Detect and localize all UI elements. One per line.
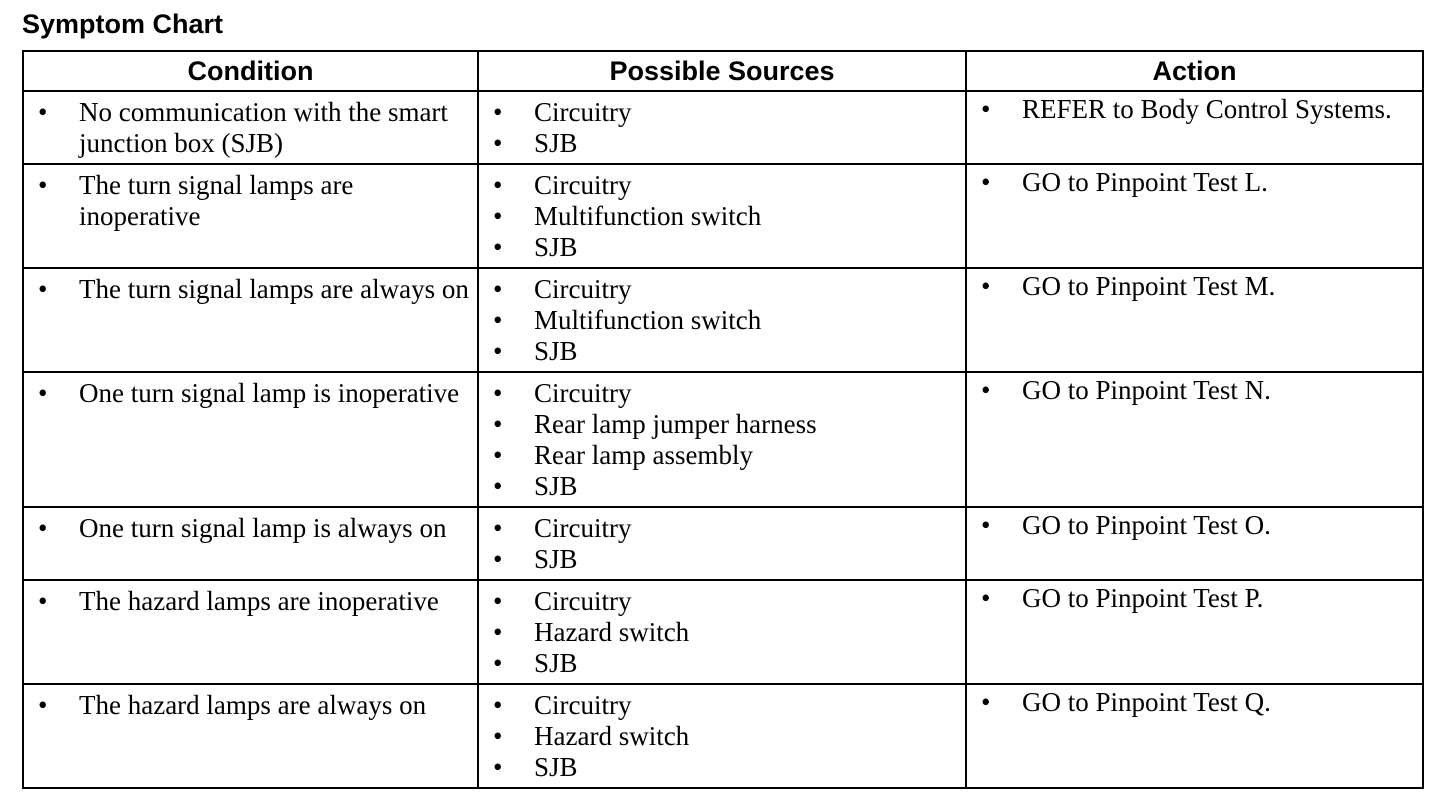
action-cell: [966, 684, 1423, 788]
source-text: SJB: [534, 544, 578, 574]
condition-cell: [23, 684, 478, 788]
bullet-icon: •: [493, 97, 503, 127]
table-row: [23, 580, 1423, 684]
condition-cell: [23, 164, 478, 268]
source-text: Multifunction switch: [534, 305, 762, 335]
page-title: Symptom Chart: [22, 9, 224, 39]
condition-cell: [23, 91, 478, 164]
source-text: SJB: [534, 336, 578, 366]
bullet-icon: •: [493, 586, 503, 616]
source-text: Circuitry: [534, 274, 632, 304]
source-text: Circuitry: [534, 513, 632, 543]
source-text: Circuitry: [534, 97, 632, 127]
bullet-icon: •: [493, 544, 503, 574]
bullet-icon: •: [981, 687, 991, 717]
bullet-icon: •: [981, 167, 991, 197]
bullet-icon: •: [493, 232, 503, 262]
action-cell: [966, 91, 1423, 164]
condition-item: [24, 513, 477, 544]
action-cell: [966, 268, 1423, 372]
action-text: GO to Pinpoint Test Q.: [1022, 687, 1271, 717]
sources-cell: [478, 580, 966, 684]
action-item: [967, 687, 1422, 717]
action-text: GO to Pinpoint Test L.: [1022, 167, 1268, 197]
condition-item: [24, 170, 477, 232]
condition-item: [24, 274, 477, 305]
source-item: [479, 471, 965, 502]
action-cell: [966, 507, 1423, 580]
source-item: [479, 648, 965, 679]
condition-text: One turn signal lamp is always on: [79, 513, 447, 543]
action-text: GO to Pinpoint Test M.: [1022, 271, 1276, 301]
header-possible-sources: Possible Sources: [478, 51, 966, 91]
sources-cell: [478, 372, 966, 507]
source-text: SJB: [534, 752, 578, 782]
source-item: [479, 274, 965, 305]
source-item: [479, 378, 965, 409]
source-item: [479, 128, 965, 159]
table-row: [23, 268, 1423, 372]
source-text: Circuitry: [534, 690, 632, 720]
bullet-icon: •: [493, 201, 503, 231]
action-item: [967, 167, 1422, 197]
source-text: SJB: [534, 232, 578, 262]
action-text: REFER to Body Control Systems.: [1022, 94, 1392, 124]
condition-cell: [23, 507, 478, 580]
source-item: [479, 617, 965, 648]
header-condition: Condition: [23, 51, 478, 91]
bullet-icon: •: [38, 97, 48, 127]
source-text: Rear lamp jumper harness: [534, 409, 817, 439]
action-text: GO to Pinpoint Test N.: [1022, 375, 1271, 405]
bullet-icon: •: [981, 510, 991, 540]
action-cell: [966, 372, 1423, 507]
condition-item: [24, 690, 477, 721]
source-item: [479, 201, 965, 232]
source-item: [479, 586, 965, 617]
bullet-icon: •: [493, 128, 503, 158]
condition-text: No communication with the smart junction box (SJB): [79, 97, 448, 158]
sources-cell: [478, 164, 966, 268]
source-item: [479, 336, 965, 367]
symptom-chart-table: [22, 50, 1424, 789]
source-text: Multifunction switch: [534, 201, 762, 231]
table-header-row: [23, 51, 1423, 91]
condition-item: [24, 97, 477, 159]
bullet-icon: •: [493, 274, 503, 304]
header-action: Action: [966, 51, 1423, 91]
table-row: [23, 372, 1423, 507]
sources-cell: [478, 268, 966, 372]
bullet-icon: •: [38, 170, 48, 200]
source-text: Hazard switch: [534, 617, 690, 647]
source-item: [479, 752, 965, 783]
source-item: [479, 97, 965, 128]
source-text: Circuitry: [534, 378, 632, 408]
sources-cell: [478, 684, 966, 788]
condition-cell: [23, 268, 478, 372]
source-text: Hazard switch: [534, 721, 690, 751]
source-text: SJB: [534, 471, 578, 501]
source-item: [479, 232, 965, 263]
source-item: [479, 544, 965, 575]
condition-item: [24, 378, 477, 409]
source-text: SJB: [534, 648, 578, 678]
bullet-icon: •: [493, 752, 503, 782]
bullet-icon: •: [493, 336, 503, 366]
condition-text: The hazard lamps are always on: [79, 690, 427, 720]
bullet-icon: •: [981, 375, 991, 405]
bullet-icon: •: [38, 513, 48, 543]
bullet-icon: •: [493, 513, 503, 543]
bullet-icon: •: [493, 617, 503, 647]
condition-text: The turn signal lamps are always on: [79, 274, 469, 304]
table-row: [23, 684, 1423, 788]
bullet-icon: •: [981, 583, 991, 613]
bullet-icon: •: [493, 440, 503, 470]
table-row: [23, 91, 1423, 164]
source-item: [479, 690, 965, 721]
bullet-icon: •: [38, 378, 48, 408]
bullet-icon: •: [38, 690, 48, 720]
bullet-icon: •: [493, 721, 503, 751]
source-text: Circuitry: [534, 170, 632, 200]
action-item: [967, 271, 1422, 301]
bullet-icon: •: [493, 690, 503, 720]
bullet-icon: •: [493, 471, 503, 501]
sources-cell: [478, 91, 966, 164]
action-item: [967, 94, 1422, 124]
bullet-icon: •: [493, 305, 503, 335]
source-text: Rear lamp assembly: [534, 440, 753, 470]
condition-item: [24, 586, 477, 617]
bullet-icon: •: [493, 378, 503, 408]
condition-cell: [23, 580, 478, 684]
source-item: [479, 170, 965, 201]
action-item: [967, 375, 1422, 405]
bullet-icon: •: [493, 409, 503, 439]
source-text: SJB: [534, 128, 578, 158]
bullet-icon: •: [38, 586, 48, 616]
condition-cell: [23, 372, 478, 507]
sources-cell: [478, 507, 966, 580]
source-item: [479, 513, 965, 544]
action-item: [967, 510, 1422, 540]
source-item: [479, 409, 965, 440]
table-row: [23, 164, 1423, 268]
action-cell: [966, 580, 1423, 684]
condition-text: The turn signal lamps are inoperative: [79, 170, 354, 231]
bullet-icon: •: [981, 271, 991, 301]
table-row: [23, 507, 1423, 580]
condition-text: One turn signal lamp is inoperative: [79, 378, 460, 408]
source-item: [479, 721, 965, 752]
action-text: GO to Pinpoint Test O.: [1022, 510, 1271, 540]
source-item: [479, 440, 965, 471]
action-cell: [966, 164, 1423, 268]
bullet-icon: •: [493, 648, 503, 678]
action-text: GO to Pinpoint Test P.: [1022, 583, 1264, 613]
source-text: Circuitry: [534, 586, 632, 616]
condition-text: The hazard lamps are inoperative: [79, 586, 439, 616]
bullet-icon: •: [493, 170, 503, 200]
bullet-icon: •: [38, 274, 48, 304]
action-item: [967, 583, 1422, 613]
source-item: [479, 305, 965, 336]
bullet-icon: •: [981, 94, 991, 124]
